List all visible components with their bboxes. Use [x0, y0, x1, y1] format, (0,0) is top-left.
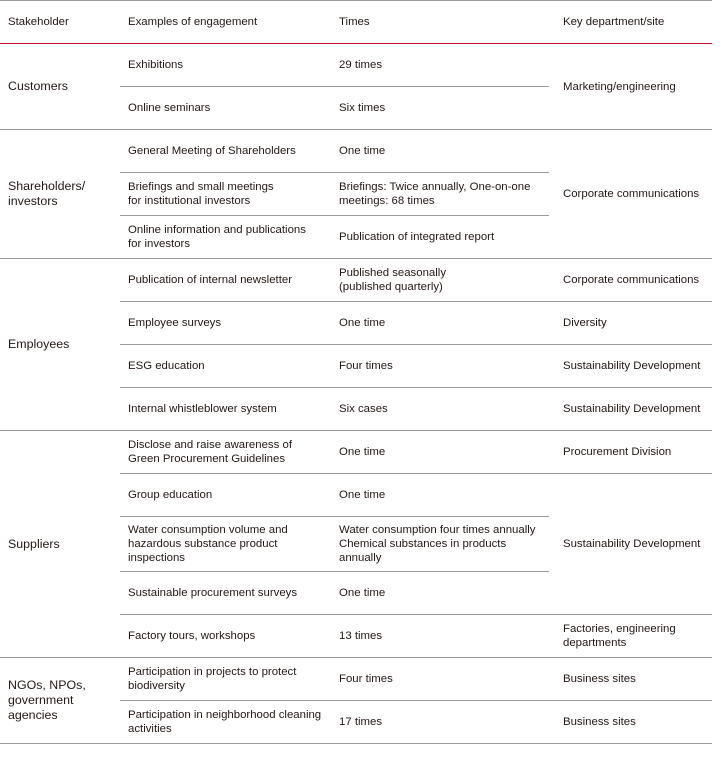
text-line: Online information and publications — [128, 224, 306, 236]
times-cell: 29 times — [331, 44, 549, 87]
table-row — [0, 130, 712, 173]
stakeholder-name-line: agencies — [8, 708, 58, 722]
example-cell: Internal whistleblower system — [120, 388, 331, 431]
dept-cell — [549, 615, 712, 658]
times-cell — [331, 259, 549, 302]
dept-cell: Corporate communications — [549, 130, 712, 259]
example-cell — [120, 431, 331, 474]
stakeholder-ngos — [0, 658, 120, 744]
stakeholder-name-line: NGOs, NPOs, — [8, 678, 86, 692]
text-line: activities — [128, 723, 172, 735]
dept-cell: Sustainability Development — [549, 474, 712, 615]
example-cell: Exhibitions — [120, 44, 331, 87]
text-line: Published seasonally — [339, 267, 447, 279]
example-cell: Group education — [120, 474, 331, 517]
header-examples: Examples of engagement — [120, 1, 331, 44]
example-cell: General Meeting of Shareholders — [120, 130, 331, 173]
text-line: Disclose and raise awareness of — [128, 439, 292, 451]
text-line: Chemical substances in products — [339, 538, 507, 550]
dept-cell: Business sites — [549, 658, 712, 701]
times-cell: Six cases — [331, 388, 549, 431]
text-line: Briefings: Twice annually, One-on-one — [339, 181, 531, 193]
stakeholder-name-line: Shareholders/ — [8, 179, 86, 193]
text-line: Factories, engineering — [563, 623, 676, 635]
example-cell: Publication of internal newsletter — [120, 259, 331, 302]
stakeholder-employees: Employees — [0, 259, 120, 431]
text-line: annually — [339, 552, 382, 564]
times-cell: 17 times — [331, 701, 549, 744]
times-cell: One time — [331, 431, 549, 474]
example-cell: Sustainable procurement surveys — [120, 572, 331, 615]
example-cell: Employee surveys — [120, 302, 331, 345]
times-cell — [331, 173, 549, 216]
times-cell: One time — [331, 474, 549, 517]
dept-cell: Marketing/engineering — [549, 44, 712, 130]
text-line: for institutional investors — [128, 195, 251, 207]
stakeholder-customers: Customers — [0, 44, 120, 130]
text-line: meetings: 68 times — [339, 195, 435, 207]
dept-cell: Diversity — [549, 302, 712, 345]
example-cell — [120, 701, 331, 744]
text-line: (published quarterly) — [339, 281, 443, 293]
text-line: Water consumption volume and — [128, 524, 288, 536]
text-line: Participation in neighborhood cleaning — [128, 709, 322, 721]
example-cell — [120, 517, 331, 572]
dept-cell: Procurement Division — [549, 431, 712, 474]
times-cell — [331, 517, 549, 572]
text-line: Green Procurement Guidelines — [128, 453, 286, 465]
text-line: biodiversity — [128, 680, 185, 692]
dept-cell: Sustainability Development — [549, 345, 712, 388]
example-cell — [120, 658, 331, 701]
times-cell: One time — [331, 572, 549, 615]
times-cell: One time — [331, 302, 549, 345]
table-row — [0, 658, 712, 701]
header-row — [0, 1, 712, 44]
times-cell: Publication of integrated report — [331, 216, 549, 259]
table-row — [0, 44, 712, 87]
text-line: Water consumption four times annually — [339, 524, 536, 536]
text-line: Briefings and small meetings — [128, 181, 274, 193]
times-cell: Four times — [331, 345, 549, 388]
header-dept: Key department/site — [549, 1, 712, 44]
table-row — [0, 431, 712, 474]
stakeholder-suppliers: Suppliers — [0, 431, 120, 658]
times-cell: Six times — [331, 87, 549, 130]
dept-cell: Sustainability Development — [549, 388, 712, 431]
times-cell: Four times — [331, 658, 549, 701]
dept-cell: Business sites — [549, 701, 712, 744]
dept-cell: Corporate communications — [549, 259, 712, 302]
text-line: departments — [563, 637, 627, 649]
example-cell — [120, 173, 331, 216]
stakeholder-name-line: government — [8, 693, 74, 707]
text-line: for investors — [128, 238, 191, 250]
example-cell — [120, 216, 331, 259]
text-line: hazardous substance product — [128, 538, 278, 550]
stakeholder-shareholders — [0, 130, 120, 259]
example-cell: Factory tours, workshops — [120, 615, 331, 658]
times-cell: 13 times — [331, 615, 549, 658]
header-stakeholder: Stakeholder — [0, 1, 120, 44]
example-cell: Online seminars — [120, 87, 331, 130]
stakeholder-name-line: investors — [8, 194, 58, 208]
text-line: inspections — [128, 552, 185, 564]
example-cell: ESG education — [120, 345, 331, 388]
times-cell: One time — [331, 130, 549, 173]
table-row — [0, 259, 712, 302]
header-times: Times — [331, 1, 549, 44]
text-line: Participation in projects to protect — [128, 666, 297, 678]
